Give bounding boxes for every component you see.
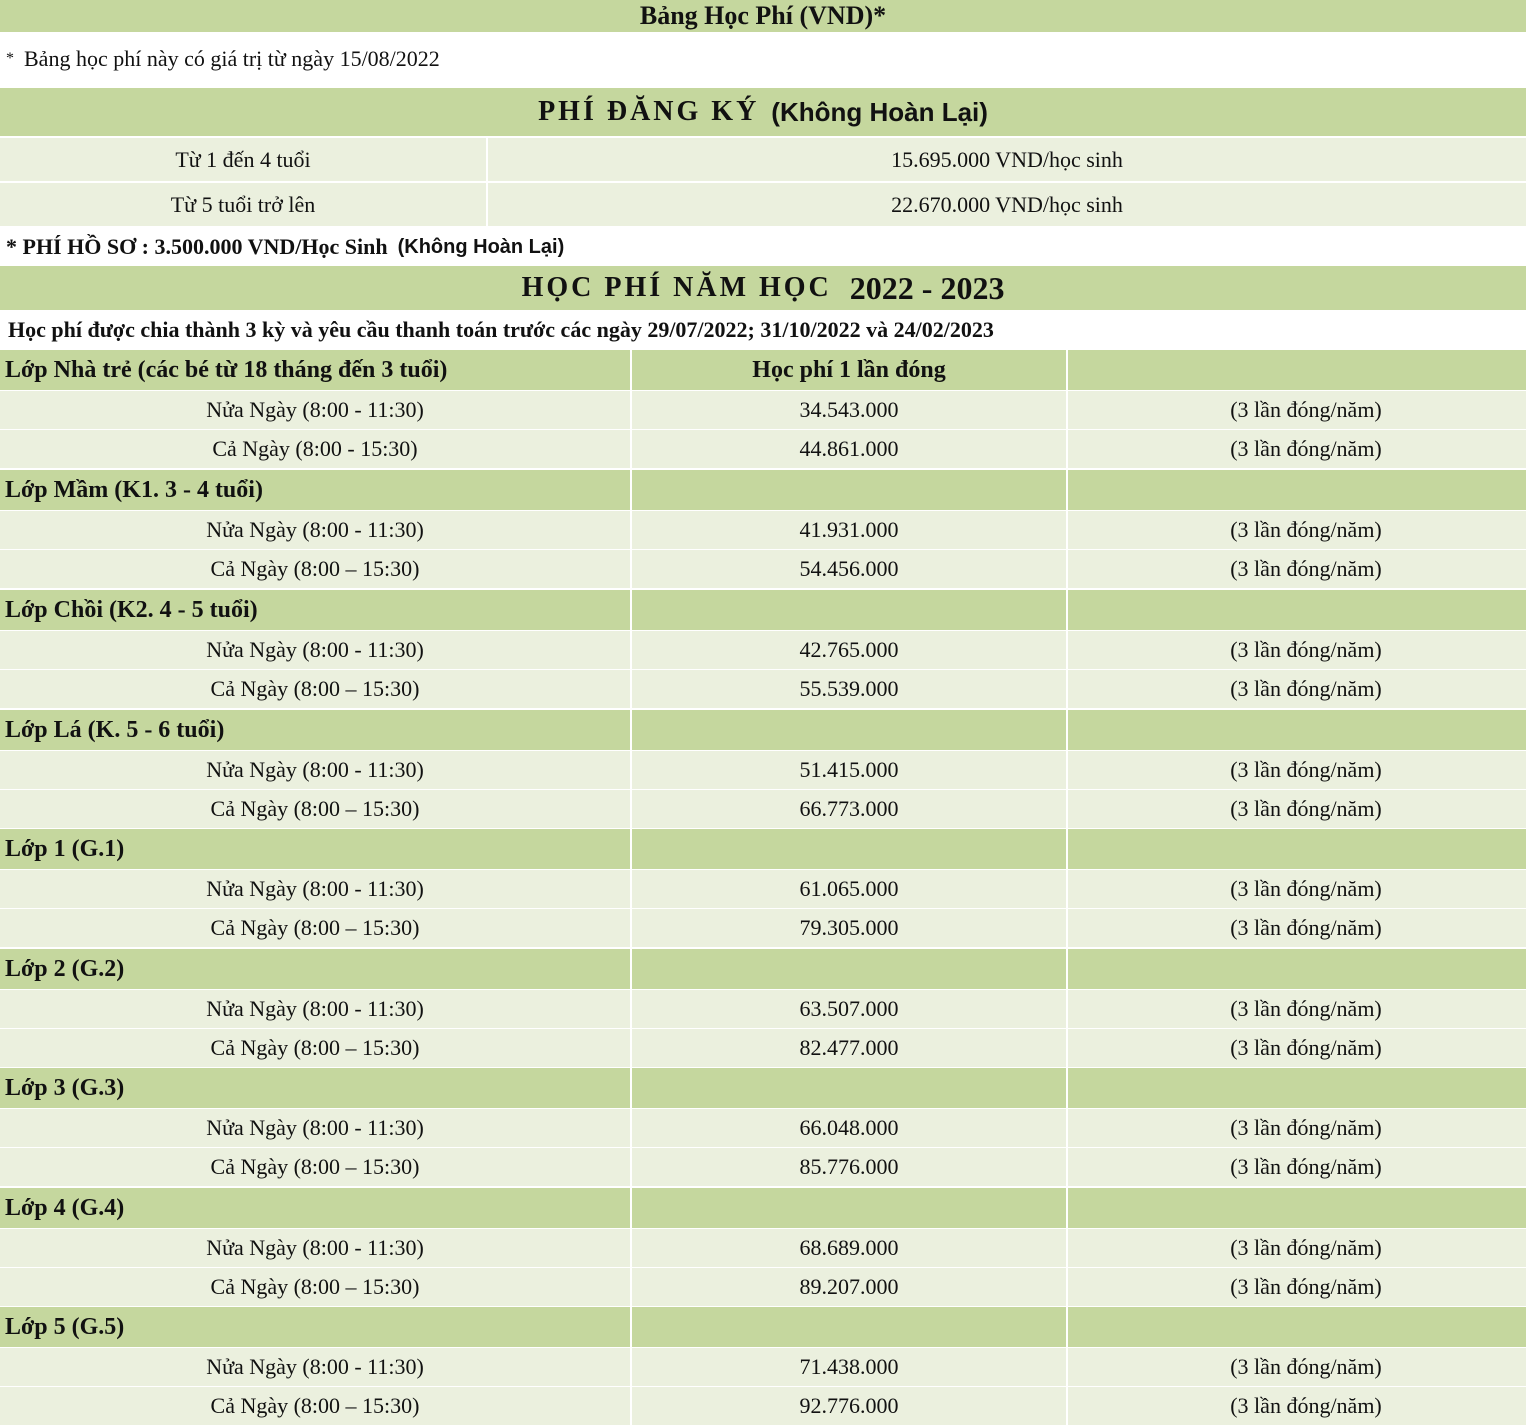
class-header-spacer [1068,949,1526,989]
payment-frequency: (3 lần đóng/năm) [1230,757,1382,782]
fee-column-header [632,710,1068,750]
session-fee: 85.776.000 [632,1148,1068,1186]
fee-column-header [632,470,1068,510]
class-name: Lớp 5 (G.5) [0,1307,632,1347]
class-header-row [0,470,1526,510]
note-star: * [6,50,14,67]
registration-fee: 22.670.000 VND/học sinh [891,191,1123,217]
class-header-row [0,590,1526,630]
registration-heading-main: PHÍ ĐĂNG KÝ [538,96,760,127]
payment-frequency: (3 lần đóng/năm) [1230,1154,1382,1179]
session-fee: 79.305.000 [632,909,1068,947]
class-header-row [0,1307,1526,1347]
half-day-row [0,990,1526,1028]
registration-age: Từ 5 tuổi trở lên [0,183,488,226]
class-name: Lớp 4 (G.4) [0,1188,632,1228]
session-fee: 89.207.000 [632,1268,1068,1306]
payment-frequency: (3 lần đóng/năm) [1230,1235,1382,1260]
session-label: Nửa Ngày (8:00 - 11:30) [0,870,632,908]
fee-column-header [632,949,1068,989]
half-day-row [0,1348,1526,1386]
payment-frequency: (3 lần đóng/năm) [1230,517,1382,542]
registration-heading-sub: (Không Hoàn Lại) [771,96,988,127]
payment-frequency: (3 lần đóng/năm) [1230,397,1382,422]
class-name: Lớp Mầm (K1. 3 - 4 tuổi) [0,470,632,510]
class-name: Lớp 2 (G.2) [0,949,632,989]
session-label: Nửa Ngày (8:00 - 11:30) [0,1229,632,1267]
session-fee: 41.931.000 [632,511,1068,549]
class-header-spacer [1068,829,1526,869]
class-header-spacer [1068,590,1526,630]
profile-fee-suffix: (Không Hoàn Lại) [397,235,565,258]
full-day-row [0,550,1526,588]
session-label: Cả Ngày (8:00 – 15:30) [0,790,632,828]
session-fee: 51.415.000 [632,751,1068,789]
tuition-heading [0,266,1526,310]
payment-note [0,310,1526,350]
class-header-spacer [1068,1307,1526,1347]
full-day-row [0,670,1526,708]
session-label: Cả Ngày (8:00 – 15:30) [0,1029,632,1067]
session-label: Cả Ngày (8:00 – 15:30) [0,1387,632,1425]
class-header-row [0,1068,1526,1108]
full-day-row [0,1029,1526,1067]
session-label: Nửa Ngày (8:00 - 11:30) [0,990,632,1028]
payment-frequency: (3 lần đóng/năm) [1230,556,1382,581]
page-title-text: Bảng Học Phí (VND)* [639,1,887,30]
session-label: Cả Ngày (8:00 - 15:30) [0,430,632,468]
payment-frequency: (3 lần đóng/năm) [1230,1393,1382,1418]
session-label: Nửa Ngày (8:00 - 11:30) [0,511,632,549]
registration-fee: 15.695.000 VND/học sinh [891,146,1123,172]
half-day-row [0,751,1526,789]
page-title [0,0,1526,32]
session-fee: 44.861.000 [632,430,1068,468]
session-label: Cả Ngày (8:00 – 15:30) [0,1268,632,1306]
class-header-spacer [1068,1068,1526,1108]
fee-column-header [632,1068,1068,1108]
session-fee: 71.438.000 [632,1348,1068,1386]
payment-frequency: (3 lần đóng/năm) [1230,1035,1382,1060]
class-header-row [0,710,1526,750]
fee-column-header: Học phí 1 lần đóng [632,350,1068,390]
class-name: Lớp 3 (G.3) [0,1068,632,1108]
session-fee: 68.689.000 [632,1229,1068,1267]
session-label: Nửa Ngày (8:00 - 11:30) [0,631,632,669]
full-day-row [0,1148,1526,1186]
payment-frequency: (3 lần đóng/năm) [1230,1274,1382,1299]
session-fee: 54.456.000 [632,550,1068,588]
session-fee: 66.773.000 [632,790,1068,828]
full-day-row [0,1268,1526,1306]
registration-age: Từ 1 đến 4 tuổi [0,138,488,181]
class-header-row [0,350,1526,390]
session-fee: 61.065.000 [632,870,1068,908]
session-label: Nửa Ngày (8:00 - 11:30) [0,751,632,789]
payment-frequency: (3 lần đóng/năm) [1230,796,1382,821]
payment-frequency: (3 lần đóng/năm) [1230,436,1382,461]
half-day-row [0,870,1526,908]
session-label: Cả Ngày (8:00 – 15:30) [0,1148,632,1186]
full-day-row [0,790,1526,828]
fee-column-header [632,1307,1068,1347]
session-fee: 82.477.000 [632,1029,1068,1067]
session-fee: 42.765.000 [632,631,1068,669]
session-fee: 34.543.000 [632,391,1068,429]
class-name: Lớp 1 (G.1) [0,829,632,869]
class-header-spacer [1068,1188,1526,1228]
half-day-row [0,391,1526,429]
payment-frequency: (3 lần đóng/năm) [1230,996,1382,1021]
payment-frequency: (3 lần đóng/năm) [1230,1354,1382,1379]
full-day-row [0,909,1526,947]
class-header-spacer [1068,350,1526,390]
payment-frequency: (3 lần đóng/năm) [1230,876,1382,901]
session-label: Nửa Ngày (8:00 - 11:30) [0,391,632,429]
session-label: Cả Ngày (8:00 – 15:30) [0,550,632,588]
session-fee: 92.776.000 [632,1387,1068,1425]
half-day-row [0,511,1526,549]
fee-column-header [632,590,1068,630]
registration-heading [0,88,1526,136]
class-header-row [0,1188,1526,1228]
session-label: Nửa Ngày (8:00 - 11:30) [0,1109,632,1147]
fee-column-header [632,1188,1068,1228]
payment-frequency: (3 lần đóng/năm) [1230,915,1382,940]
full-day-row [0,1387,1526,1425]
payment-note-text: Học phí được chia thành 3 kỳ và yêu cầu thanh toán trước các ngày 29/07/2022; 31/10/2022 và 24/02/2023 [8,317,994,342]
class-name: Lớp Nhà trẻ (các bé từ 18 tháng đến 3 tuổi) [0,350,632,390]
session-fee: 66.048.000 [632,1109,1068,1147]
registration-row [0,138,1526,181]
half-day-row [0,1229,1526,1267]
session-label: Cả Ngày (8:00 – 15:30) [0,670,632,708]
half-day-row [0,631,1526,669]
session-label: Cả Ngày (8:00 – 15:30) [0,909,632,947]
class-header-row [0,949,1526,989]
payment-frequency: (3 lần đóng/năm) [1230,1115,1382,1140]
tuition-heading-year: 2022 - 2023 [849,269,1005,306]
registration-row [0,183,1526,226]
session-label: Nửa Ngày (8:00 - 11:30) [0,1348,632,1386]
full-day-row [0,430,1526,468]
class-name: Lớp Lá (K. 5 - 6 tuổi) [0,710,632,750]
class-header-spacer [1068,470,1526,510]
tuition-heading-main: HỌC PHÍ NĂM HỌC [521,272,832,303]
half-day-row [0,1109,1526,1147]
validity-note [0,32,1526,86]
payment-frequency: (3 lần đóng/năm) [1230,637,1382,662]
class-name: Lớp Chồi (K2. 4 - 5 tuổi) [0,590,632,630]
profile-fee-text: * PHÍ HỒ SƠ : 3.500.000 VND/Học Sinh [6,234,388,259]
validity-note-text: Bảng học phí này có giá trị từ ngày 15/08/2022 [24,46,440,71]
profile-fee [0,228,1526,266]
payment-frequency: (3 lần đóng/năm) [1230,676,1382,701]
fee-column-header [632,829,1068,869]
session-fee: 63.507.000 [632,990,1068,1028]
session-fee: 55.539.000 [632,670,1068,708]
class-header-row [0,829,1526,869]
class-header-spacer [1068,710,1526,750]
